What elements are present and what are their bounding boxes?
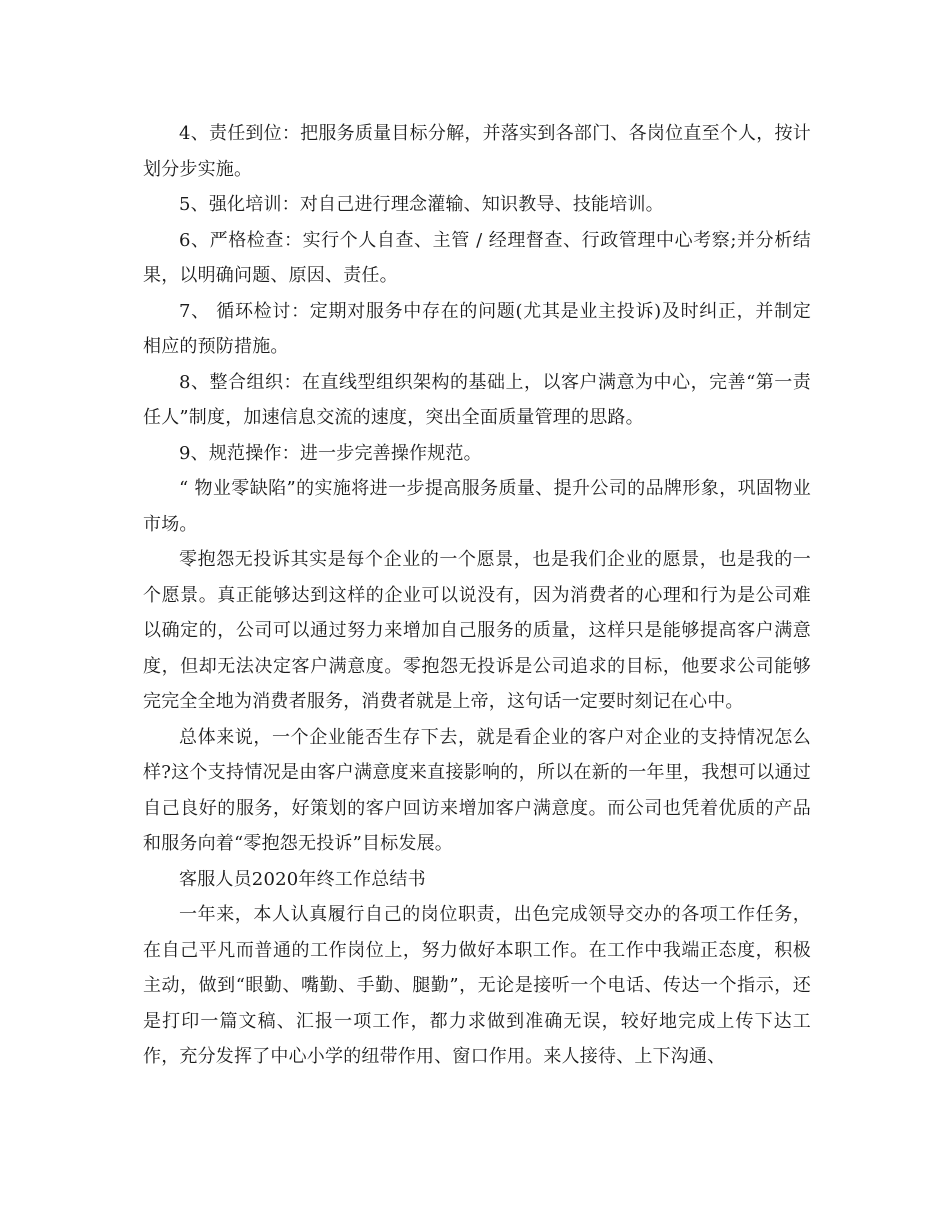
section-title: 客服人员2020年终工作总结书 <box>179 868 426 890</box>
paragraph-summary: 总体来说，一个企业能否生存下去，就是看企业的客户对企业的支持情况怎么样?这个支持情况是由客户满意度来直接影响的，所以在新的一年里，我想可以通过自己良好的服务，好策划的客户回访来增加客户满意度。而公司也凭着优质的产品和服务向着“零抱怨无投诉”目标发展。 <box>143 726 811 854</box>
paragraph-organization: 8、整合组织：在直线型组织架构的基础上，以客户满意为中心，完善“第一责任人”制度，加速信息交流的速度，突出全面质量管理的思路。 <box>143 371 811 428</box>
paragraph-review: 7、 循环检讨：定期对服务中存在的问题(尤其是业主投诉)及时纠正，并制定相应的预防措施。 <box>143 300 811 357</box>
paragraph-inspection: 6、严格检查：实行个人自查、主管 / 经理督查、行政管理中心考察;并分析结果，以明确问题、原因、责任。 <box>143 229 811 286</box>
document-body <box>143 116 811 1075</box>
paragraph-responsibility: 4、责任到位：把服务质量目标分解，并落实到各部门、各岗位直至个人，按计划分步实施。 <box>143 123 811 180</box>
paragraph-annual-review: 一年来，本人认真履行自己的岗位职责，出色完成领导交办的各项工作任务，在自己平凡而普通的工作岗位上，努力做好本职工作。在工作中我端正态度，积极主动，做到“眼勤、嘴勤、手勤、腿勤”，无论是接听一个电话、传达一个指示，还是打印一篇文稿、汇报一项工作，都力求做到准确无误，较好地完成上传下达工作，充分发挥了中心小学的纽带作用、窗口作用。来人接待、上下沟通、 <box>143 904 811 1067</box>
paragraph-zero-defect: “ 物业零缺陷”的实施将进一步提高服务质量、提升公司的品牌形象，巩固物业市场。 <box>143 478 811 535</box>
paragraph-zero-complaint: 零抱怨无投诉其实是每个企业的一个愿景，也是我们企业的愿景，也是我的一个愿景。真正能够达到这样的企业可以说没有，因为消费者的心理和行为是公司难以确定的，公司可以通过努力来增加自己服务的质量，这样只是能够提高客户满意度，但却无法决定客户满意度。零抱怨无投诉是公司追求的目标，他要求公司能够完完全全地为消费者服务，消费者就是上帝，这句话一定要时刻记在心中。 <box>143 549 811 712</box>
paragraph-training: 5、强化培训：对自己进行理念灌输、知识教导、技能培训。 <box>179 194 664 215</box>
paragraph-standard-operation: 9、规范操作：进一步完善操作规范。 <box>179 442 482 464</box>
